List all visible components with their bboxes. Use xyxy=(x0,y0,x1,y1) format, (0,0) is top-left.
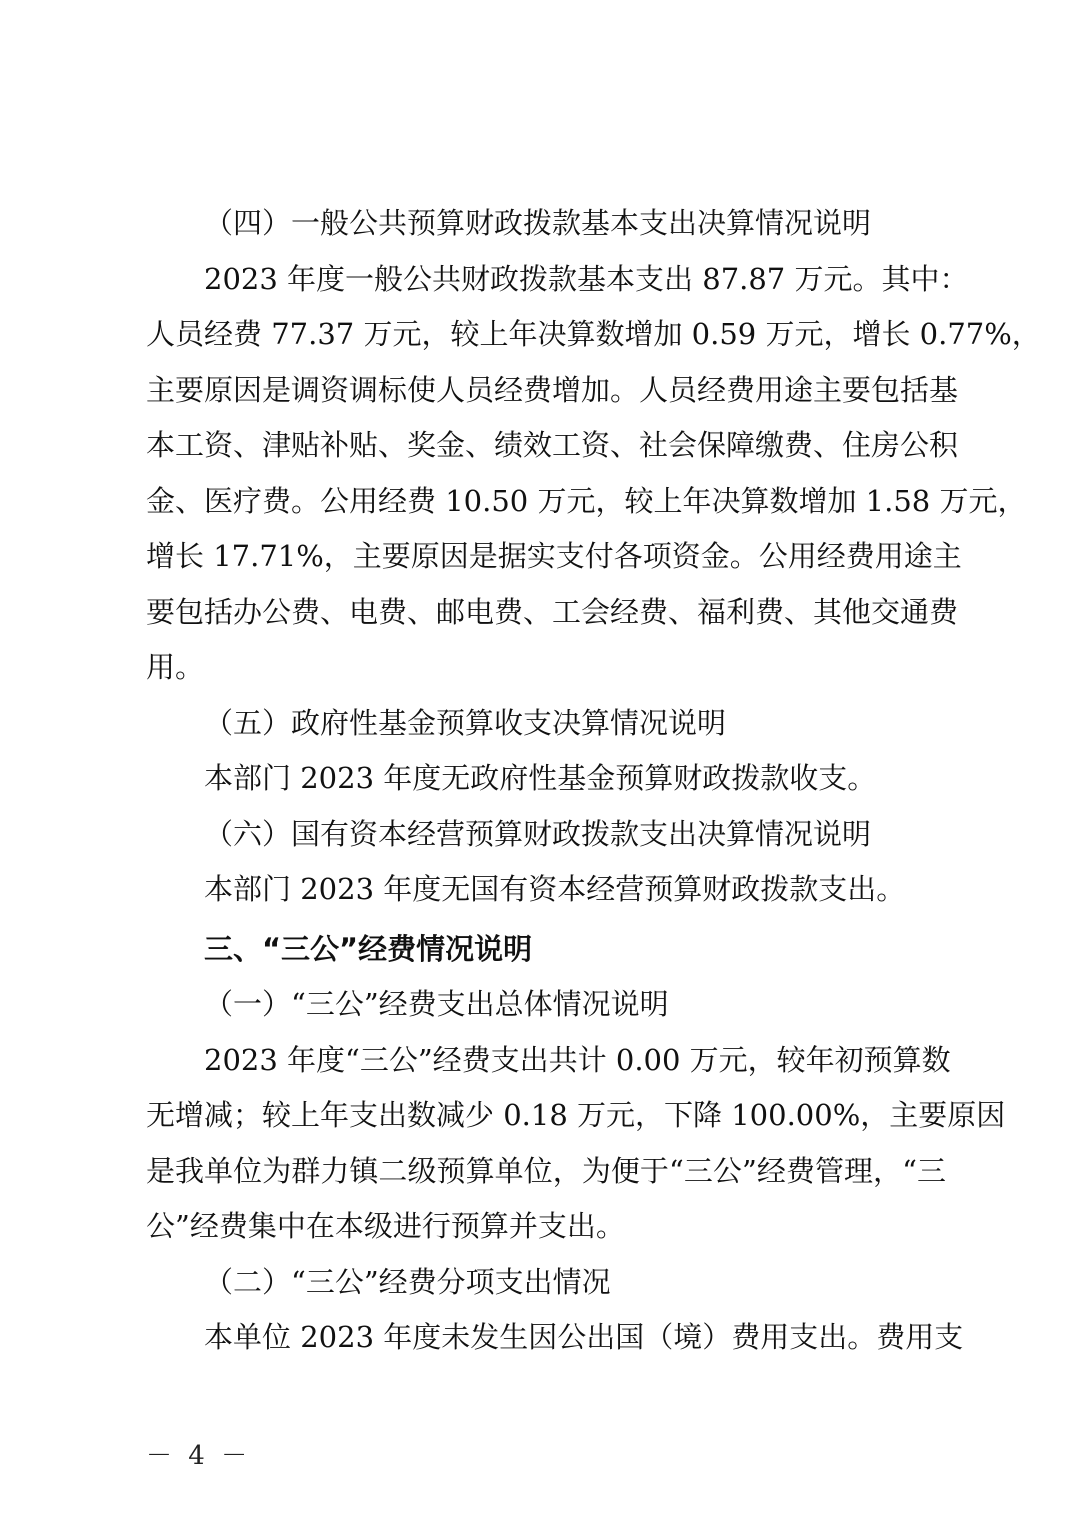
paragraph-line: 人员经费 77.37 万元，较上年决算数增加 0.59 万元，增长 0.77%， xyxy=(146,317,1041,351)
paragraph-line: 公”经费集中在本级进行预算并支出。 xyxy=(146,1209,625,1243)
paragraph-line: 是我单位为群力镇二级预算单位，为便于“三公”经费管理，“三 xyxy=(146,1153,946,1188)
paragraph-line: 用。 xyxy=(146,650,205,684)
section-heading-3-1: （一）“三公”经费支出总体情况说明 xyxy=(204,987,669,1021)
section-heading-6: （六）国有资本经营预算财政拨款支出决算情况说明 xyxy=(204,816,872,851)
section-heading-3-2: （二）“三公”经费分项支出情况 xyxy=(204,1264,611,1299)
paragraph-line: 本工资、津贴补贴、奖金、绩效工资、社会保障缴费、住房公积 xyxy=(146,428,959,462)
chapter-heading-3: 三、“三公”经费情况说明 xyxy=(204,931,533,966)
paragraph-line: 本部门 2023 年度无政府性基金预算财政拨款收支。 xyxy=(204,761,877,795)
page-number: － 4 － xyxy=(146,1441,252,1471)
paragraph-line: 2023 年度一般公共财政拨款基本支出 87.87 万元。其中： xyxy=(204,261,969,296)
document-body xyxy=(146,196,1041,1366)
paragraph-line: 要包括办公费、电费、邮电费、工会经费、福利费、其他交通费 xyxy=(146,594,959,629)
paragraph-line: 增长 17.71%，主要原因是据实支付各项资金。公用经费用途主 xyxy=(146,539,962,573)
section-heading-4: （四）一般公共预算财政拨款基本支出决算情况说明 xyxy=(204,206,872,240)
section-heading-5: （五）政府性基金预算收支决算情况说明 xyxy=(204,705,727,740)
paragraph-line: 2023 年度“三公”经费支出共计 0.00 万元，较年初预算数 xyxy=(204,1042,951,1077)
paragraph-line: 无增减；较上年支出数减少 0.18 万元，下降 100.00%，主要原因 xyxy=(146,1098,1006,1132)
paragraph-line: 主要原因是调资调标使人员经费增加。人员经费用途主要包括基 xyxy=(146,372,959,407)
paragraph-line: 本单位 2023 年度未发生因公出国（境）费用支出。费用支 xyxy=(204,1320,964,1354)
paragraph-line: 本部门 2023 年度无国有资本经营预算财政拨款支出。 xyxy=(204,872,906,906)
paragraph-line: 金、医疗费。公用经费 10.50 万元，较上年决算数增加 1.58 万元， xyxy=(146,483,1027,518)
